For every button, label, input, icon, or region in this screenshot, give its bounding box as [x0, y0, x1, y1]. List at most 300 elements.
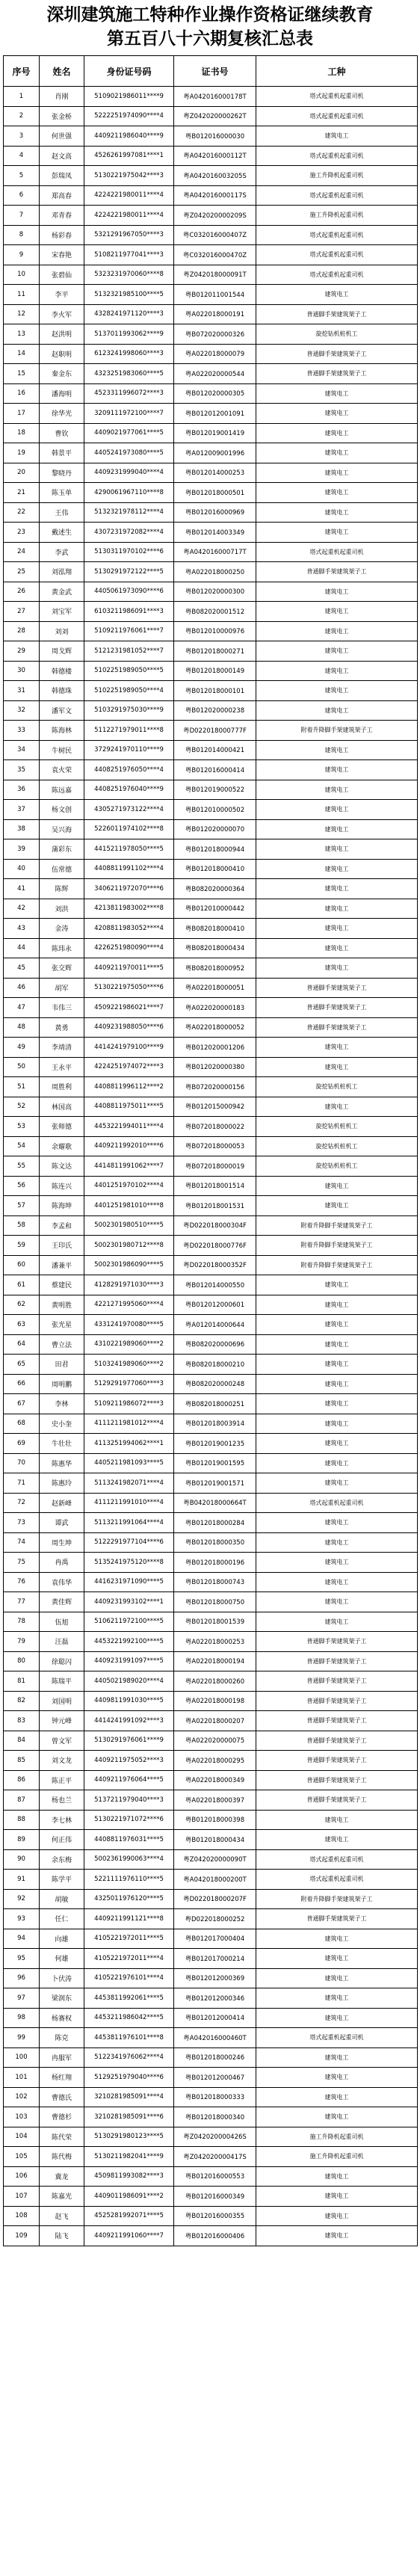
cell-name: 王永平 — [40, 1057, 84, 1077]
cell-work-type: 建筑电工 — [256, 2226, 418, 2246]
cell-cert-number: 粤B012018000350 — [174, 1532, 256, 1553]
table-row — [4, 542, 418, 562]
cell-id-number: 5002301980510****5 — [84, 1215, 174, 1236]
cell-id-number: 5112271979011****8 — [84, 721, 174, 741]
cell-name: 牛壮壮 — [40, 1434, 84, 1454]
cell-name: 赵新峰 — [40, 1493, 84, 1513]
cell-id-number: 4526261997081****1 — [84, 146, 174, 166]
table-row — [4, 1295, 418, 1315]
cell-cert-number: 粤B082018000434 — [174, 938, 256, 958]
cell-work-type: 建筑电工 — [256, 1355, 418, 1375]
title-line-2: 第五百八十六期复核汇总表 — [107, 28, 313, 49]
cell-index: 45 — [4, 958, 40, 979]
cell-index: 20 — [4, 463, 40, 483]
cell-work-type: 塔式起重机起重司机 — [256, 106, 418, 126]
cell-id-number: 4409231991097****5 — [84, 1651, 174, 1671]
cell-work-type: 建筑电工 — [256, 2047, 418, 2068]
cell-index: 96 — [4, 1968, 40, 1988]
cell-id-number: 5222251974090****4 — [84, 106, 174, 126]
cell-index: 70 — [4, 1453, 40, 1473]
cell-id-number: 4401251970102****4 — [84, 1176, 174, 1196]
cell-id-number: 4415211978050****5 — [84, 839, 174, 860]
cell-work-type: 旋挖钻机桩机工 — [256, 1156, 418, 1177]
cell-cert-number: 粤B012010000502 — [174, 800, 256, 820]
cell-id-number: 4408251976050****4 — [84, 760, 174, 780]
table-row — [4, 839, 418, 860]
header-id-number: 身份证号码 — [84, 56, 174, 87]
cell-id-number: 4224221980011****4 — [84, 185, 174, 206]
cell-name: 刘洪 — [40, 899, 84, 919]
cell-name: 陈玉单 — [40, 483, 84, 503]
table-row — [4, 1374, 418, 1394]
cell-cert-number: 粤B012010000976 — [174, 621, 256, 641]
cell-work-type: 普通脚手架建筑架子工 — [256, 1671, 418, 1692]
cell-cert-number: 粤B012018000398 — [174, 1810, 256, 1830]
table-row — [4, 1889, 418, 1909]
table-row — [4, 2008, 418, 2028]
cell-work-type: 建筑电工 — [256, 700, 418, 721]
cell-cert-number: 粤B012014003349 — [174, 523, 256, 543]
cell-id-number: 5321291967050****3 — [84, 225, 174, 245]
table-row — [4, 185, 418, 206]
cell-cert-number: 粤Z042018000091T — [174, 265, 256, 285]
cell-cert-number: 粤A042016003205S — [174, 166, 256, 186]
cell-id-number: 4453211986042****5 — [84, 2008, 174, 2028]
cell-name: 李武 — [40, 542, 84, 562]
cell-work-type: 建筑电工 — [256, 1553, 418, 1573]
cell-id-number: 5109211976061****7 — [84, 621, 174, 641]
cell-name: 何世强 — [40, 126, 84, 147]
cell-work-type: 建筑电工 — [256, 1038, 418, 1058]
cell-name: 赵飞 — [40, 2206, 84, 2226]
cell-index: 8 — [4, 225, 40, 245]
cell-work-type: 施工升降机起重司机 — [256, 2127, 418, 2147]
cell-id-number: 4414241979100****9 — [84, 1038, 174, 1058]
cell-index: 9 — [4, 245, 40, 265]
cell-index: 64 — [4, 1334, 40, 1355]
cell-cert-number: 粤A012009001996 — [174, 443, 256, 463]
cell-name: 陈嘉光 — [40, 2187, 84, 2207]
cell-index: 61 — [4, 1275, 40, 1295]
cell-id-number: 4509811993082****3 — [84, 2166, 174, 2187]
cell-name: 冀龙 — [40, 2166, 84, 2187]
cell-cert-number: 粤B082018000952 — [174, 958, 256, 979]
cell-index: 67 — [4, 1394, 40, 1414]
cell-cert-number: 粤B082018000410 — [174, 919, 256, 939]
cell-id-number: 4405241973080****5 — [84, 443, 174, 463]
cell-id-number: 4105221972011****5 — [84, 1929, 174, 1949]
cell-name: 伍旭 — [40, 1612, 84, 1632]
cell-index: 83 — [4, 1711, 40, 1731]
table-row — [4, 740, 418, 760]
cell-cert-number: 粤D022018000777F — [174, 721, 256, 741]
cell-work-type: 建筑电工 — [256, 602, 418, 622]
cell-index: 1 — [4, 87, 40, 107]
cell-cert-number: 粤A022018000295 — [174, 1751, 256, 1771]
cell-index: 27 — [4, 602, 40, 622]
cell-work-type: 建筑电工 — [256, 582, 418, 602]
cell-work-type: 建筑电工 — [256, 859, 418, 879]
header-index: 序号 — [4, 56, 40, 87]
cell-name: 田君 — [40, 1355, 84, 1375]
cell-work-type: 建筑电工 — [256, 502, 418, 523]
cell-cert-number: 粤B012018000149 — [174, 661, 256, 681]
cell-id-number: 5122291977104****6 — [84, 1532, 174, 1553]
table-row — [4, 1532, 418, 1553]
cell-cert-number: 粤Z042020000426S — [174, 2127, 256, 2147]
cell-work-type: 建筑电工 — [256, 2107, 418, 2127]
cell-cert-number: 粤B012018000333 — [174, 2087, 256, 2107]
cell-index: 19 — [4, 443, 40, 463]
table-row — [4, 800, 418, 820]
cell-id-number: 4128291971030****3 — [84, 1275, 174, 1295]
cell-work-type: 建筑电工 — [256, 1532, 418, 1553]
cell-cert-number: 粤B012016000969 — [174, 502, 256, 523]
cell-cert-number: 粤B012018001514 — [174, 1176, 256, 1196]
cell-name: 蒲彩东 — [40, 839, 84, 860]
cell-id-number: 5113241982071****4 — [84, 1473, 174, 1494]
cell-name: 李火军 — [40, 304, 84, 324]
table-row — [4, 106, 418, 126]
table-row — [4, 1215, 418, 1236]
cell-work-type: 普通脚手架建筑架子工 — [256, 1731, 418, 1751]
cell-work-type: 建筑电工 — [256, 1334, 418, 1355]
cell-id-number: 4409811991030****5 — [84, 1691, 174, 1711]
header-name: 姓名 — [40, 56, 84, 87]
cell-work-type: 建筑电工 — [256, 919, 418, 939]
table-header-row — [4, 56, 418, 87]
cell-name: 蔡建民 — [40, 1275, 84, 1295]
cell-id-number: 4323251983060****5 — [84, 364, 174, 384]
cell-index: 41 — [4, 879, 40, 899]
cell-cert-number: 粤A012014000644 — [174, 1315, 256, 1335]
cell-cert-number: 粤B012020000238 — [174, 700, 256, 721]
cell-work-type: 建筑电工 — [256, 483, 418, 503]
cell-cert-number: 粤A042016000112T — [174, 146, 256, 166]
cell-work-type: 附着升降脚手架建筑架子工 — [256, 1236, 418, 1256]
cell-index: 78 — [4, 1612, 40, 1632]
cell-index: 98 — [4, 2008, 40, 2028]
cell-cert-number: 粤B012016000349 — [174, 2187, 256, 2207]
table-row — [4, 523, 418, 543]
cell-work-type: 建筑电工 — [256, 879, 418, 899]
table-row — [4, 1651, 418, 1671]
cell-work-type: 建筑电工 — [256, 383, 418, 404]
cell-id-number: 4416231971090****5 — [84, 1572, 174, 1592]
cell-index: 100 — [4, 2047, 40, 2068]
cell-name: 邓青春 — [40, 206, 84, 226]
table-row — [4, 780, 418, 800]
table-row — [4, 1156, 418, 1177]
cell-cert-number: 粤B012020000070 — [174, 819, 256, 839]
cell-name: 陈连兴 — [40, 1176, 84, 1196]
cell-cert-number: 粤B012019000522 — [174, 780, 256, 800]
cell-cert-number: 粤B012012001091 — [174, 404, 256, 424]
cell-work-type: 塔式起重机起重司机 — [256, 265, 418, 285]
cell-cert-number: 粤D022018000352F — [174, 1255, 256, 1275]
cell-index: 26 — [4, 582, 40, 602]
cell-id-number: 3210281985091****4 — [84, 2087, 174, 2107]
table-row — [4, 681, 418, 701]
cell-work-type: 附着升降脚手架建筑架子工 — [256, 1215, 418, 1236]
cell-cert-number: 粤A022020000544 — [174, 364, 256, 384]
table-row — [4, 700, 418, 721]
cell-index: 11 — [4, 285, 40, 305]
cell-work-type: 普通脚手架建筑架子工 — [256, 1651, 418, 1671]
cell-cert-number: 粤B012019001595 — [174, 1453, 256, 1473]
cell-index: 18 — [4, 423, 40, 443]
cell-index: 72 — [4, 1493, 40, 1513]
cell-index: 24 — [4, 542, 40, 562]
table-row — [4, 1057, 418, 1077]
cell-cert-number: 粤B012018000750 — [174, 1592, 256, 1612]
cell-cert-number: 粤D022018000776F — [174, 1236, 256, 1256]
table-row — [4, 404, 418, 424]
cell-work-type: 施工升降机起重司机 — [256, 206, 418, 226]
cell-index: 30 — [4, 661, 40, 681]
cell-name: 卜伏涛 — [40, 1968, 84, 1988]
table-row — [4, 2147, 418, 2167]
cell-name: 谭武 — [40, 1513, 84, 1533]
cell-work-type: 建筑电工 — [256, 2008, 418, 2028]
table-row — [4, 602, 418, 622]
cell-id-number: 4331241970080****5 — [84, 1315, 174, 1335]
cell-cert-number: 粤Z042020000262T — [174, 106, 256, 126]
cell-cert-number: 粤A022020000183 — [174, 998, 256, 1018]
cell-name: 陈海坤 — [40, 1196, 84, 1216]
cell-work-type: 普通脚手架建筑架子工 — [256, 1017, 418, 1038]
cell-name: 冉禹 — [40, 1553, 84, 1573]
table-row — [4, 1334, 418, 1355]
cell-work-type: 塔式起重机起重司机 — [256, 245, 418, 265]
cell-id-number: 5323231970060****8 — [84, 265, 174, 285]
cell-work-type: 普通脚手架建筑架子工 — [256, 1751, 418, 1771]
cell-cert-number: 粤B012012000414 — [174, 2008, 256, 2028]
cell-cert-number: 粤Z042020000209S — [174, 206, 256, 226]
cell-name: 潘海明 — [40, 383, 84, 404]
cell-cert-number: 粤B012010000442 — [174, 899, 256, 919]
cell-cert-number: 粤A042016000117S — [174, 185, 256, 206]
table-row — [4, 1038, 418, 1058]
cell-work-type: 旋挖钻机桩机工 — [256, 324, 418, 345]
cell-cert-number: 粤B082020001512 — [174, 602, 256, 622]
table-row — [4, 126, 418, 147]
table-row — [4, 1434, 418, 1454]
cell-name: 陈代梅 — [40, 2147, 84, 2167]
cell-work-type: 建筑电工 — [256, 2187, 418, 2207]
table-row — [4, 463, 418, 483]
cell-name: 陈正平 — [40, 1770, 84, 1790]
cell-name: 赵洪明 — [40, 324, 84, 345]
table-row — [4, 1790, 418, 1811]
cell-name: 汪磊 — [40, 1632, 84, 1652]
cell-name: 杨也兰 — [40, 1790, 84, 1811]
cell-name: 刘宝军 — [40, 602, 84, 622]
cell-id-number: 4328241971120****3 — [84, 304, 174, 324]
table-row — [4, 502, 418, 523]
cell-cert-number: 粤B012014000421 — [174, 740, 256, 760]
cell-cert-number: 粤B012016000355 — [174, 2206, 256, 2226]
cell-id-number: 4409211970011****5 — [84, 958, 174, 979]
cell-cert-number: 粤B072018000053 — [174, 1136, 256, 1156]
cell-index: 54 — [4, 1136, 40, 1156]
table-row — [4, 621, 418, 641]
table-row — [4, 245, 418, 265]
cell-name: 杨文创 — [40, 800, 84, 820]
cell-cert-number: 粤A022018000397 — [174, 1790, 256, 1811]
cell-cert-number: 粤B012019001419 — [174, 423, 256, 443]
cell-id-number: 4523311996072****3 — [84, 383, 174, 404]
cell-name: 潘兼平 — [40, 1255, 84, 1275]
cell-id-number: 5226011974102****8 — [84, 819, 174, 839]
table-row — [4, 1711, 418, 1731]
cell-name: 杨赛权 — [40, 2008, 84, 2028]
cell-name: 陈辉 — [40, 879, 84, 899]
cell-cert-number: 粤B012018001531 — [174, 1196, 256, 1216]
cell-id-number: 4401251981010****8 — [84, 1196, 174, 1216]
cell-name: 曹钦 — [40, 423, 84, 443]
cell-id-number: 4113251994062****1 — [84, 1434, 174, 1454]
cell-work-type: 旋挖钻机桩机工 — [256, 1117, 418, 1137]
cell-name: 徐聪闪 — [40, 1651, 84, 1671]
table-row — [4, 1315, 418, 1335]
cell-cert-number: 粤B012018000501 — [174, 483, 256, 503]
cell-cert-number: 粤B012020000305 — [174, 383, 256, 404]
cell-index: 55 — [4, 1156, 40, 1177]
cell-index: 14 — [4, 344, 40, 364]
cell-name: 冉服军 — [40, 2047, 84, 2068]
cell-work-type: 塔式起重机起重司机 — [256, 542, 418, 562]
cell-work-type: 建筑电工 — [256, 800, 418, 820]
table-row — [4, 1691, 418, 1711]
cell-cert-number: 粤B012012000369 — [174, 1968, 256, 1988]
cell-work-type: 建筑电工 — [256, 740, 418, 760]
table-row — [4, 1453, 418, 1473]
cell-work-type: 建筑电工 — [256, 1513, 418, 1533]
cell-cert-number: 粤A022018000253 — [174, 1632, 256, 1652]
cell-name: 周生坤 — [40, 1532, 84, 1553]
cell-id-number: 5132321978112****4 — [84, 502, 174, 523]
cell-id-number: 4305271973122****4 — [84, 800, 174, 820]
table-row — [4, 859, 418, 879]
cell-cert-number: 粤B012019001571 — [174, 1473, 256, 1494]
cell-work-type: 普通脚手架建筑架子工 — [256, 344, 418, 364]
cell-id-number: 5130221975042****3 — [84, 166, 174, 186]
cell-name: 陈海林 — [40, 721, 84, 741]
table-row — [4, 423, 418, 443]
table-row — [4, 1236, 418, 1256]
cell-work-type: 建筑电工 — [256, 621, 418, 641]
cell-name: 周明鹏 — [40, 1374, 84, 1394]
cell-cert-number: 粤A022018000051 — [174, 978, 256, 998]
cell-index: 80 — [4, 1651, 40, 1671]
cell-name: 刘国明 — [40, 1691, 84, 1711]
table-row — [4, 1612, 418, 1632]
cell-cert-number: 粤B012016000553 — [174, 2166, 256, 2187]
table-row — [4, 1473, 418, 1494]
cell-work-type: 建筑电工 — [256, 641, 418, 662]
table-row — [4, 2206, 418, 2226]
cell-cert-number: 粤B012018001539 — [174, 1612, 256, 1632]
cell-id-number: 4408811976031****5 — [84, 1830, 174, 1850]
cell-name: 韩景平 — [40, 443, 84, 463]
cell-cert-number: 粤Z042020000090T — [174, 1849, 256, 1870]
cell-id-number: 5109211986072****3 — [84, 1394, 174, 1414]
cell-name: 刘刘 — [40, 621, 84, 641]
cell-cert-number: 粤B012018003914 — [174, 1414, 256, 1434]
cell-index: 36 — [4, 780, 40, 800]
table-row — [4, 1196, 418, 1216]
cell-id-number: 5130211982041****9 — [84, 2147, 174, 2167]
cell-id-number: 4208811983052****4 — [84, 919, 174, 939]
cell-work-type: 普通脚手架建筑架子工 — [256, 562, 418, 582]
cell-id-number: 5130221975050****6 — [84, 978, 174, 998]
cell-work-type: 建筑电工 — [256, 1830, 418, 1850]
cell-id-number: 4111211981012****4 — [84, 1414, 174, 1434]
cell-name: 伍常德 — [40, 859, 84, 879]
cell-index: 86 — [4, 1770, 40, 1790]
cell-work-type: 塔式起重机起重司机 — [256, 146, 418, 166]
cell-name: 胡敏 — [40, 1889, 84, 1909]
cell-name: 张交辉 — [40, 958, 84, 979]
cell-cert-number: 粤B012018000271 — [174, 641, 256, 662]
cell-index: 63 — [4, 1315, 40, 1335]
table-row — [4, 285, 418, 305]
cell-name: 郑高春 — [40, 185, 84, 206]
cell-index: 77 — [4, 1592, 40, 1612]
cell-name: 陈学平 — [40, 1870, 84, 1890]
cell-work-type: 塔式起重机起重司机 — [256, 185, 418, 206]
cell-name: 袁火荣 — [40, 760, 84, 780]
cell-index: 60 — [4, 1255, 40, 1275]
cell-work-type: 建筑电工 — [256, 1394, 418, 1414]
cell-cert-number: 粤B082020000248 — [174, 1374, 256, 1394]
cell-id-number: 5135241975120****8 — [84, 1553, 174, 1573]
cell-id-number: 4111211991010****4 — [84, 1493, 174, 1513]
cell-id-number: 5129291977060****3 — [84, 1374, 174, 1394]
cell-name: 何雄 — [40, 1949, 84, 1969]
cell-work-type: 建筑电工 — [256, 285, 418, 305]
cell-id-number: 4453811976101****8 — [84, 2028, 174, 2048]
cell-name: 黄明胜 — [40, 1295, 84, 1315]
table-row — [4, 344, 418, 364]
cell-id-number: 4409211991121****8 — [84, 1909, 174, 1929]
cell-name: 戴述生 — [40, 523, 84, 543]
cell-name: 黎晓丹 — [40, 463, 84, 483]
cell-work-type: 塔式起重机起重司机 — [256, 225, 418, 245]
cell-id-number: 5129251979040****6 — [84, 2068, 174, 2088]
cell-name: 向雄 — [40, 1929, 84, 1949]
cell-name: 陆飞 — [40, 2226, 84, 2246]
cell-work-type: 建筑电工 — [256, 661, 418, 681]
cell-work-type: 建筑电工 — [256, 760, 418, 780]
cell-cert-number: 粤B012015000942 — [174, 1097, 256, 1117]
cell-id-number: 5137211979040****3 — [84, 1790, 174, 1811]
cell-index: 51 — [4, 1077, 40, 1097]
cell-id-number: 5130291976061****9 — [84, 1731, 174, 1751]
cell-work-type: 建筑电工 — [256, 681, 418, 701]
cell-id-number: 4405021989020****4 — [84, 1671, 174, 1692]
cell-index: 92 — [4, 1889, 40, 1909]
table-row — [4, 1770, 418, 1790]
cell-name: 张光星 — [40, 1315, 84, 1335]
cell-name: 张师德 — [40, 1117, 84, 1137]
cell-name: 黄勇 — [40, 1017, 84, 1038]
cell-index: 107 — [4, 2187, 40, 2207]
cell-id-number: 4409211986040****9 — [84, 126, 174, 147]
cell-work-type: 塔式起重机起重司机 — [256, 1493, 418, 1513]
cell-index: 84 — [4, 1731, 40, 1751]
